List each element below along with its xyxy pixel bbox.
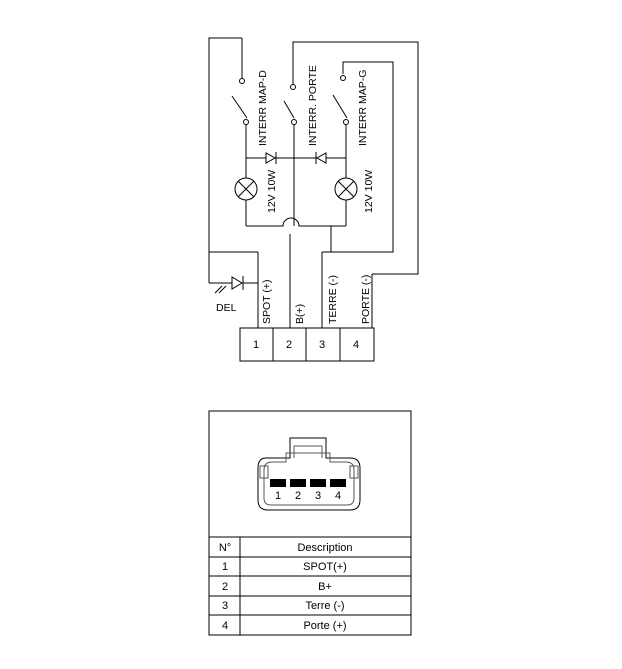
label-led: DEL <box>216 302 237 314</box>
switch-map-d <box>232 38 249 158</box>
label-lamp-left: 12V 10W <box>266 169 278 213</box>
label-spot: SPOT (+) <box>261 279 273 324</box>
table-row-4-description: Porte (+) <box>303 620 347 632</box>
label-b-plus: B(+) <box>294 303 306 324</box>
table-row-2-description: B+ <box>318 581 332 593</box>
table-row-4-number: 4 <box>221 620 229 632</box>
lamp-left <box>235 158 257 226</box>
label-map-g: INTERR MAP-G <box>357 69 369 146</box>
table-row-3-description: Terre (-) <box>305 600 345 612</box>
pin-slot-4 <box>330 479 346 487</box>
face-pin-4: 4 <box>334 490 342 502</box>
pin-table <box>219 542 353 632</box>
table-header-description: Description <box>297 542 353 554</box>
face-pin-3: 3 <box>314 490 322 502</box>
table-header-number: N° <box>218 542 232 554</box>
label-porte: INTERR. PORTE <box>307 65 319 146</box>
label-terre: TERRE (-) <box>327 275 339 324</box>
wire-left-loop <box>209 38 245 252</box>
diode-right <box>316 152 326 164</box>
connector-pin-1: 1 <box>252 339 260 351</box>
pin-slot-2 <box>290 479 306 487</box>
label-map-d: INTERR MAP-D <box>257 70 269 146</box>
connector-pin-3: 3 <box>318 339 326 351</box>
connector-face <box>258 438 360 510</box>
table-row-1-description: SPOT(+) <box>303 561 347 573</box>
label-porte-wire: PORTE (-) <box>360 274 372 324</box>
face-pin-1: 1 <box>274 490 282 502</box>
connector-pin-4: 4 <box>352 339 360 351</box>
table-row-2-number: 2 <box>221 581 229 593</box>
lamp-right <box>335 158 357 226</box>
table-row-3-number: 3 <box>221 600 229 612</box>
ground-bus <box>246 218 346 226</box>
face-pin-2: 2 <box>294 490 302 502</box>
pin-slot-3 <box>310 479 326 487</box>
connector-pin-2: 2 <box>285 339 293 351</box>
label-lamp-right: 12V 10W <box>363 169 375 213</box>
led <box>209 252 258 293</box>
table-row-1-number: 1 <box>221 561 229 573</box>
diode-left <box>266 152 276 164</box>
pin-slot-1 <box>270 479 286 487</box>
